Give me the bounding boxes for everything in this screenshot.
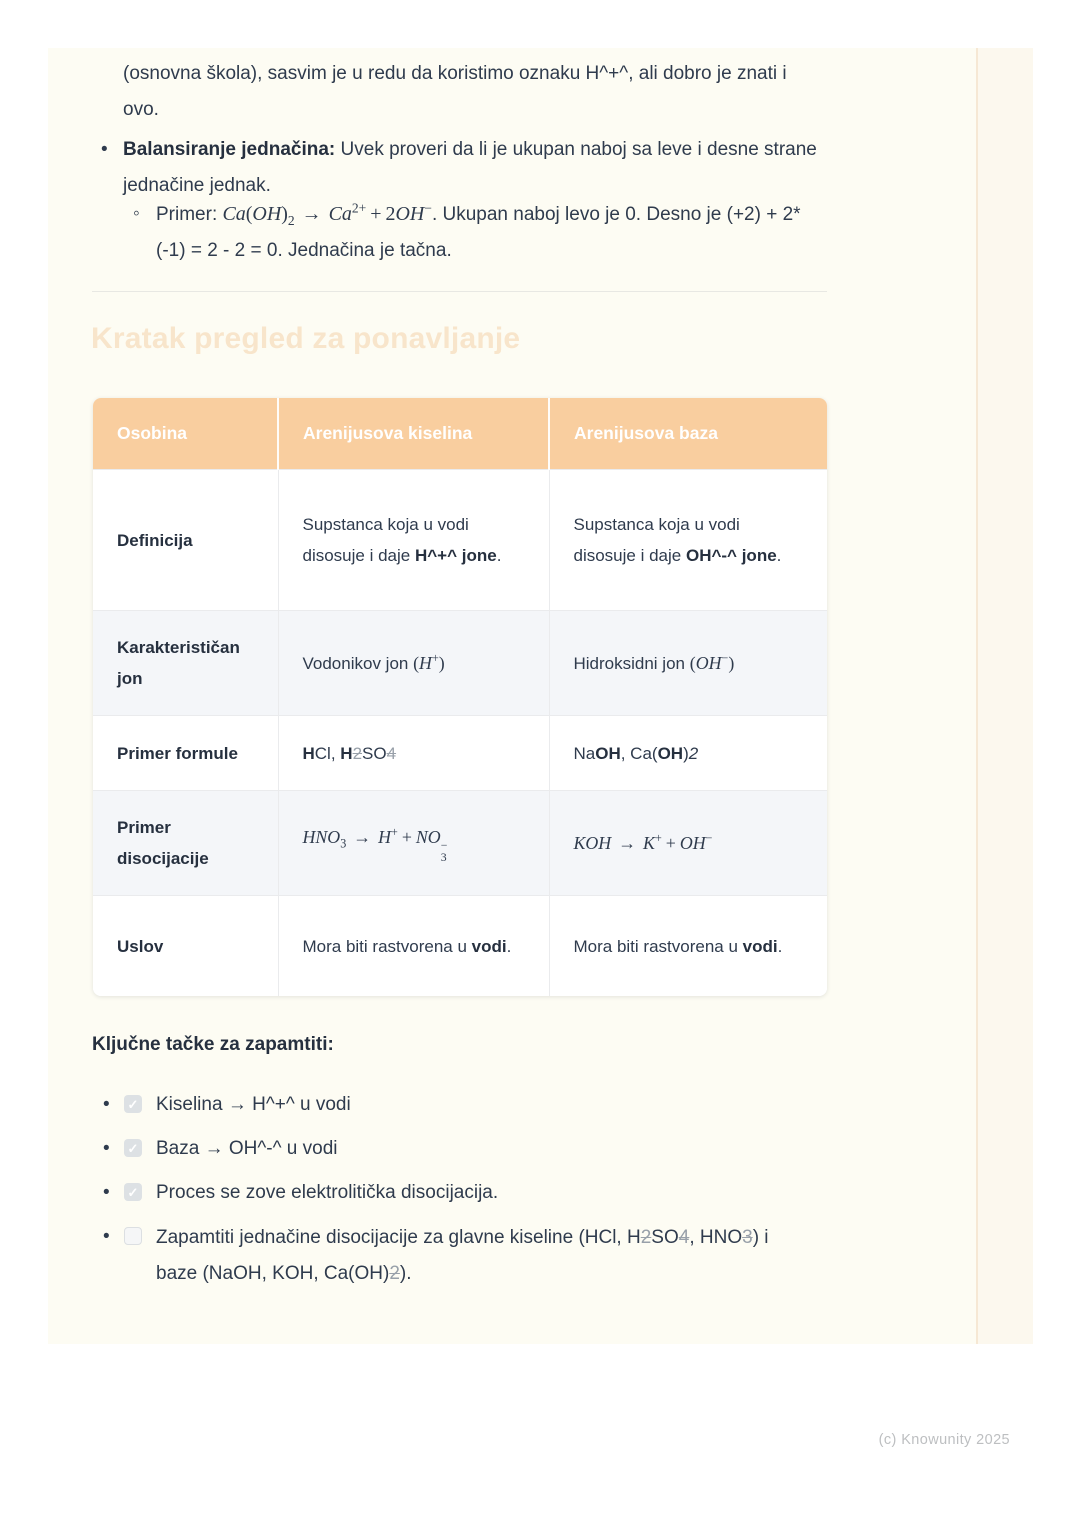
cell-text: Mora biti rastvorena u	[573, 936, 743, 956]
bullet-item-text	[123, 132, 826, 204]
math-superscript: −	[705, 830, 713, 845]
cell-bold: vodi	[742, 936, 778, 956]
cell-bold: OH	[657, 743, 684, 763]
section-heading: Kratak pregled za ponavljanje	[91, 322, 521, 355]
primer-label: Primer:	[156, 204, 223, 225]
math-coefficient: 2	[385, 203, 396, 225]
keypoint-text	[156, 1220, 803, 1292]
math-paren: )	[728, 652, 735, 673]
math-superscript-minus: −	[424, 200, 432, 216]
cell-text: .	[496, 546, 502, 565]
equation-hno3	[302, 825, 448, 865]
strikethrough-digit: 2	[640, 1227, 652, 1248]
cell-text: .	[776, 546, 782, 565]
math-superscript: +	[390, 825, 398, 840]
math-plus: +	[401, 826, 412, 847]
cell-text: SO	[362, 743, 387, 763]
cell-bold: OH^-^ jone	[685, 546, 777, 565]
row-label: Karakterističan jon	[93, 611, 278, 716]
math-ca: Ca	[328, 203, 352, 225]
cell-bold: OH	[595, 743, 621, 763]
cell-text: Cl,	[314, 743, 341, 763]
cell-acid-ion	[278, 611, 549, 716]
math-superscript: +	[431, 650, 439, 665]
check-icon: ✓	[127, 1184, 139, 1200]
strikethrough-digit: 2	[352, 743, 363, 763]
math-symbol: OH	[679, 832, 706, 853]
keypoint-text: Kiselina → H^+^ u vodi	[156, 1094, 351, 1115]
comparison-table	[93, 398, 827, 996]
math-paren: )	[438, 652, 445, 673]
primer-explanation: . Ukupan naboj levo je 0. Desno je (+2) + 2*(-1) = 2 - 2 = 0. Jednačina je tačna.	[156, 204, 801, 261]
table-row-primer-formule	[93, 716, 827, 791]
math-arrow: →	[618, 832, 637, 853]
header-osobina: Osobina	[93, 398, 278, 470]
math-plus: +	[370, 203, 382, 225]
math-symbol: H	[419, 652, 432, 673]
formula-h-plus	[413, 650, 445, 673]
math-symbol: NO	[415, 826, 441, 847]
cell-text: .	[777, 936, 783, 956]
table-row-karakteristican-jon	[93, 611, 827, 716]
kp-text-part: ).	[399, 1263, 412, 1284]
math-ca: Ca	[222, 203, 246, 225]
bullet-icon: •	[103, 1138, 110, 1159]
math-subscript: 3	[340, 836, 347, 851]
math-paren: (	[413, 652, 420, 673]
header-arenijusova-kiselina: Arenijusova kiselina	[278, 398, 549, 470]
row-label: Definicija	[93, 470, 278, 611]
math-plus: +	[665, 832, 676, 853]
header-arenijusova-baza: Arenijusova baza	[549, 398, 827, 470]
kp-text-part: ) i baze (NaOH, KOH, Ca(OH)	[156, 1227, 769, 1284]
keypoints-list	[103, 1088, 803, 1303]
math-superscript: −	[440, 838, 448, 852]
math-symbol: K	[643, 832, 655, 853]
kp-text-part: Zapamtiti jednačine disocijacije za glavne kiseline (HCl, H	[156, 1227, 641, 1248]
cell-bold: H^+^ jone	[414, 546, 497, 565]
copyright-notice: (c) Knowunity 2025	[878, 1432, 1010, 1448]
bullet-rest-text: Uvek proveri da li je ukupan naboj sa leve i desne strane jednačine jednak.	[123, 139, 817, 196]
keypoints-heading: Ključne tačke za zapamtiti:	[92, 1034, 334, 1055]
cell-text: Supstanca koja u vodi disosuje i daje	[573, 515, 740, 565]
math-symbol: H	[378, 826, 391, 847]
cell-bold: vodi	[471, 936, 507, 956]
row-label: Uslov	[93, 896, 278, 997]
cell-text: Hidroksidni jon	[573, 653, 690, 673]
math-arrow: →	[353, 826, 372, 847]
math-superscript: +	[654, 830, 662, 845]
cell-acid-definition	[278, 470, 549, 611]
bullet-bold-lead: Balansiranje jednačina:	[123, 139, 336, 160]
keypoint-item-zapamtiti	[103, 1220, 803, 1292]
sub-bullet-item-primer	[133, 196, 828, 269]
sub-bullet-text	[156, 196, 828, 269]
section-divider	[92, 291, 827, 292]
strikethrough-digit: 4	[678, 1227, 690, 1248]
bullet-icon: •	[103, 1094, 110, 1115]
italic-digit: 2	[688, 743, 699, 763]
cell-base-dissociation	[549, 791, 827, 896]
keypoint-text: Baza → OH^-^ u vodi	[156, 1138, 338, 1159]
sub-bullet-icon: ◦	[133, 203, 140, 224]
cell-text: )	[683, 743, 689, 763]
document-page	[48, 48, 1033, 1344]
math-supsub-stack	[441, 840, 448, 864]
math-superscript-2plus: 2+	[351, 200, 367, 216]
cell-base-condition	[549, 896, 827, 997]
check-icon: ✓	[127, 1140, 139, 1156]
math-arrow: →	[301, 203, 322, 225]
cell-base-formulas	[549, 716, 827, 791]
checkbox-checked-icon[interactable]	[124, 1095, 142, 1113]
paragraph-continuation: (osnovna škola), sasvim je u redu da koristimo oznaku H^+^, ali dobro je znati i ovo.	[123, 63, 787, 120]
keypoint-item-proces	[103, 1176, 803, 1209]
cell-text: , Ca(	[620, 743, 658, 763]
cell-text: Mora biti rastvorena u	[302, 936, 472, 956]
math-paren: (	[245, 203, 253, 225]
checkbox-checked-icon[interactable]	[124, 1139, 142, 1157]
equation-caoh2	[222, 200, 432, 228]
cell-text: Supstanca koja u vodi disosuje i daje	[302, 515, 469, 565]
strikethrough-digit: 4	[386, 743, 397, 763]
strikethrough-digit: 3	[742, 1227, 753, 1248]
keypoint-text: Proces se zove elektrolitička disocijacija.	[156, 1182, 499, 1203]
formula-oh-minus	[689, 650, 735, 673]
cell-text: Vodonikov jon	[302, 653, 414, 673]
cell-text: .	[506, 936, 512, 956]
checkbox-unchecked-icon[interactable]	[124, 1227, 142, 1245]
cell-base-ion	[549, 611, 827, 716]
cell-acid-formulas	[278, 716, 549, 791]
math-oh: OH	[252, 203, 282, 225]
math-subscript: 3	[440, 851, 447, 865]
table-row-primer-disocijacije	[93, 791, 827, 896]
bullet-icon: •	[103, 1226, 110, 1247]
math-symbol: OH	[695, 652, 722, 673]
row-label: Primer formule	[93, 716, 278, 791]
cell-bold: H	[340, 743, 353, 763]
table-header-row	[93, 398, 827, 470]
checkbox-checked-icon[interactable]	[124, 1183, 142, 1201]
bullet-icon: •	[101, 139, 108, 160]
keypoint-item-baza	[103, 1132, 803, 1165]
math-superscript: −	[721, 650, 729, 665]
page-edge-strip	[976, 48, 1033, 1344]
math-paren: (	[689, 652, 696, 673]
math-paren: )	[281, 203, 288, 225]
row-label: Primer disocijacije	[93, 791, 278, 896]
math-oh: OH	[395, 203, 425, 225]
equation-koh	[573, 830, 713, 853]
math-symbol: HNO	[302, 826, 341, 847]
cell-base-definition	[549, 470, 827, 611]
math-symbol: KOH	[573, 832, 612, 853]
cell-bold: H	[302, 743, 315, 763]
bullet-item-balansiranje	[101, 132, 826, 204]
bullet-icon: •	[103, 1182, 110, 1203]
cell-acid-dissociation	[278, 791, 549, 896]
kp-text-part: , HNO	[689, 1227, 743, 1248]
table-row-definicija	[93, 470, 827, 611]
check-icon: ✓	[127, 1096, 139, 1112]
math-subscript-2: 2	[287, 212, 295, 228]
cell-text: Na	[573, 743, 596, 763]
table-row-uslov	[93, 896, 827, 997]
keypoint-item-kiselina	[103, 1088, 803, 1121]
kp-text-part: SO	[651, 1227, 679, 1248]
strikethrough-digit: 2	[389, 1263, 400, 1284]
cell-acid-condition	[278, 896, 549, 997]
